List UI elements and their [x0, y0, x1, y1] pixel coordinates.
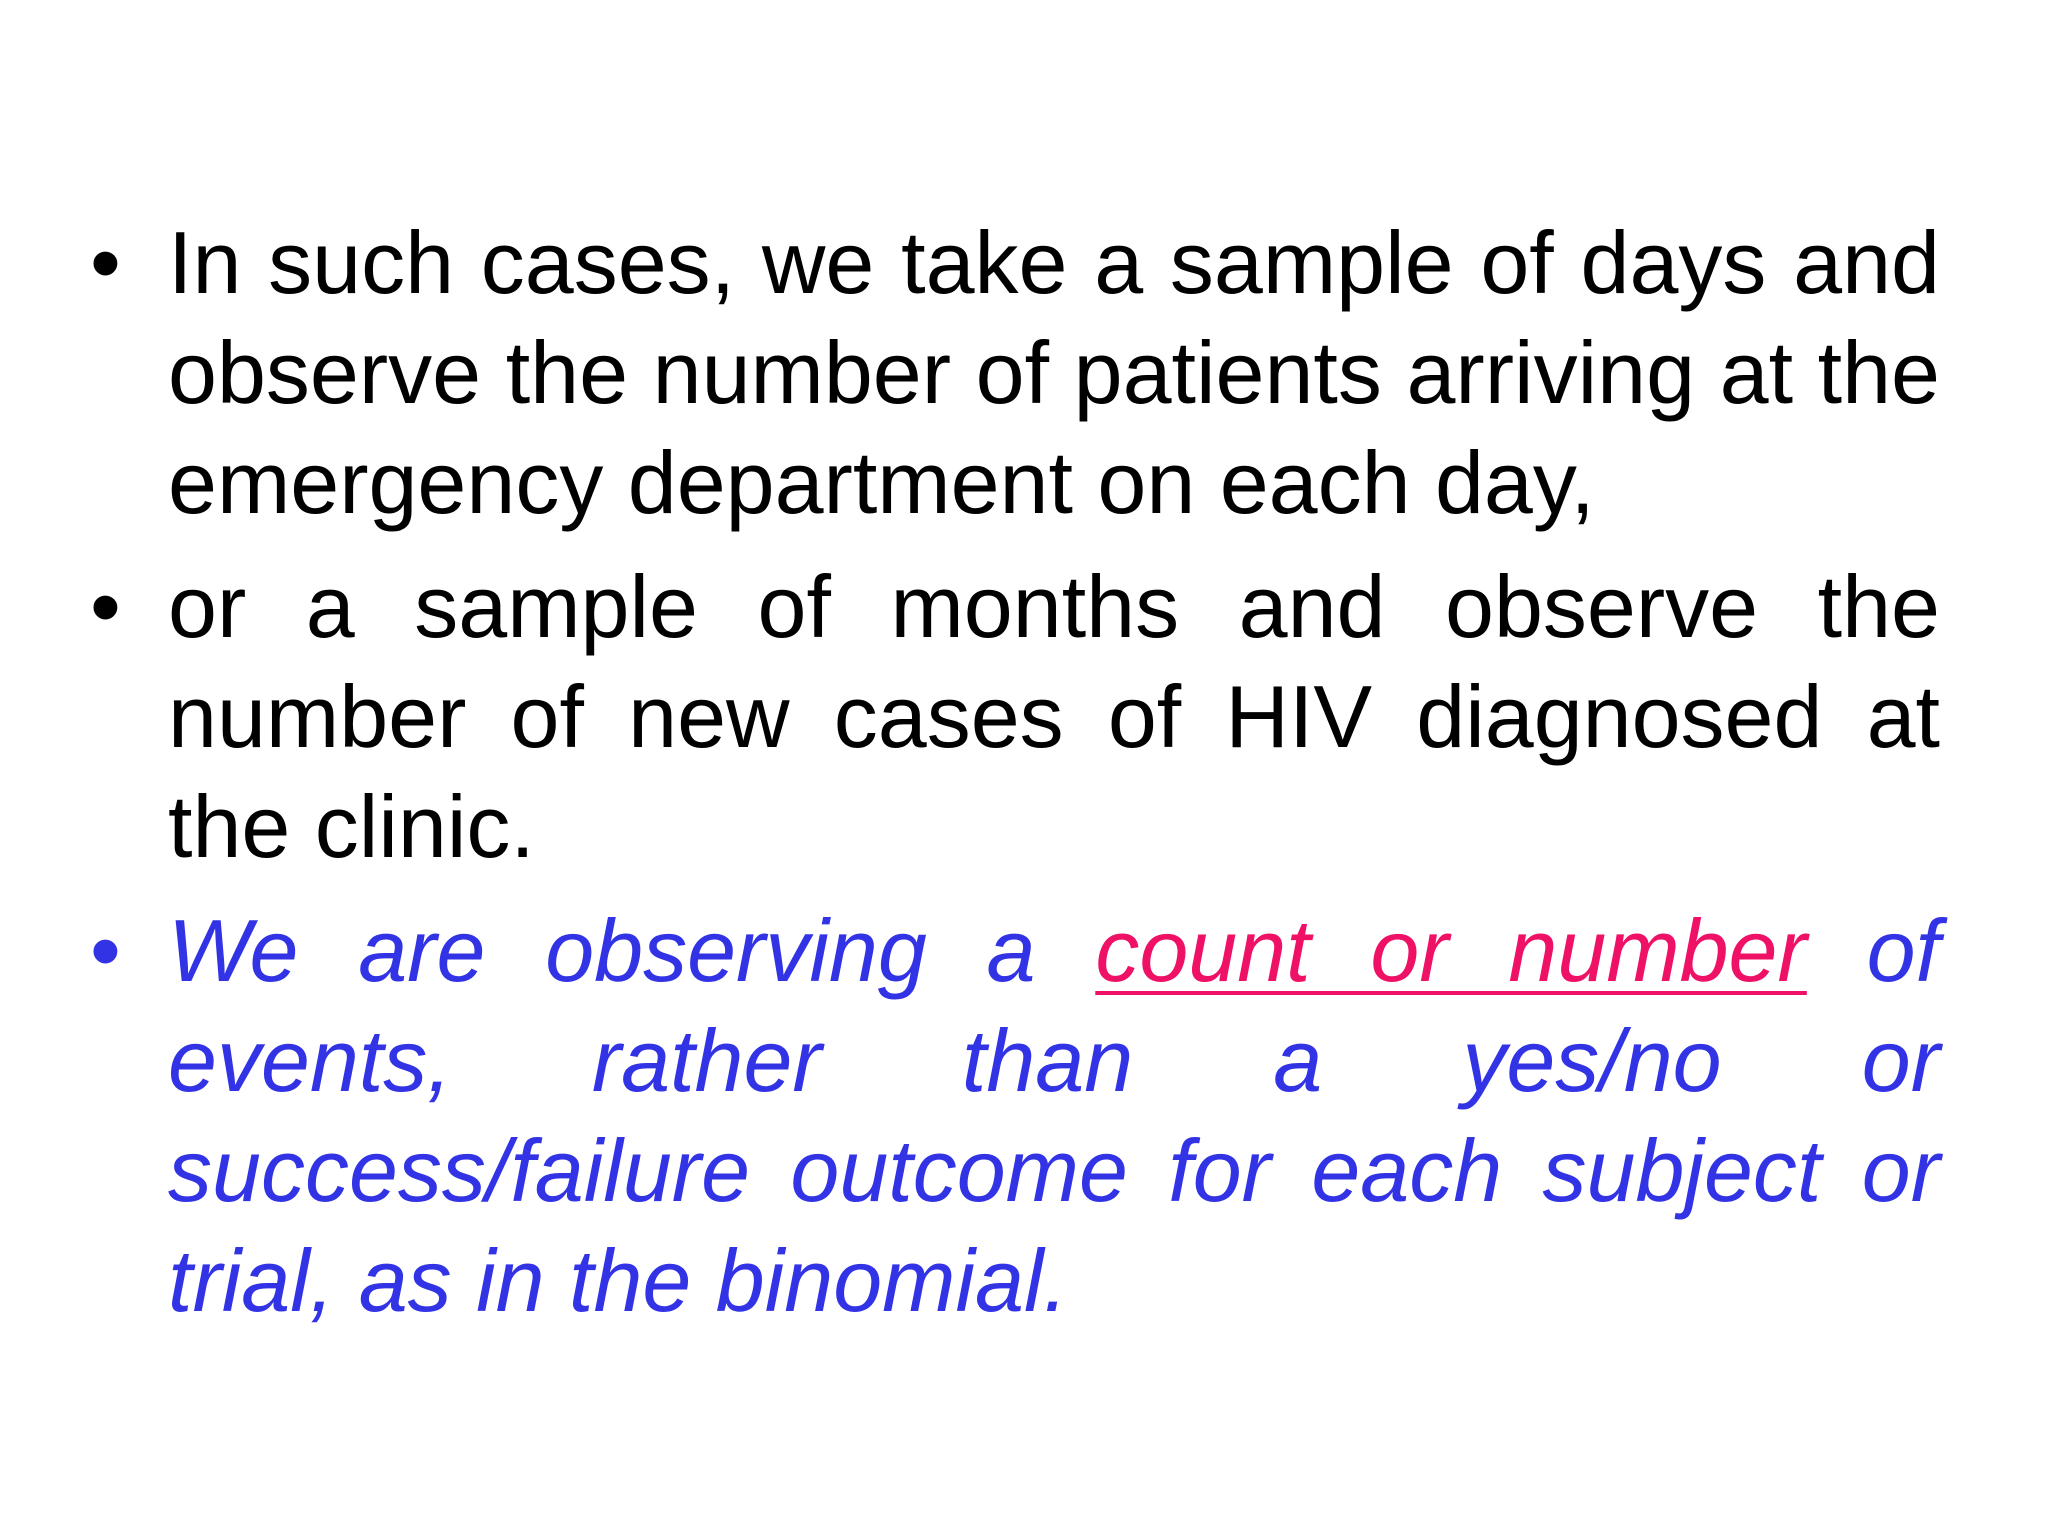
bullet-item: [90, 552, 1940, 882]
bullet-list: [90, 208, 1940, 1350]
emphasis-text-after: of events, rather than a yes/no or success/failure outcome for each subject or trial, as in the binomial.: [168, 901, 1941, 1330]
highlighted-phrase: count or number: [1095, 901, 1807, 1000]
bullet-marker: •: [90, 213, 121, 312]
emphasis-bullet-text: [168, 896, 1940, 1336]
bullet-marker: •: [90, 901, 121, 1000]
bullet-text: In such cases, we take a sample of days and observe the number of patients arriving at the emergency department on each day,: [168, 213, 1940, 532]
emphasis-text-before: We are observing a: [168, 901, 1096, 1000]
bullet-item: [90, 208, 1940, 538]
bullet-text: or a sample of months and observe the number of new cases of HIV diagnosed at the clinic.: [168, 557, 1940, 876]
emphasis-bullet-item: [90, 896, 1940, 1336]
bullet-marker: •: [90, 557, 121, 656]
